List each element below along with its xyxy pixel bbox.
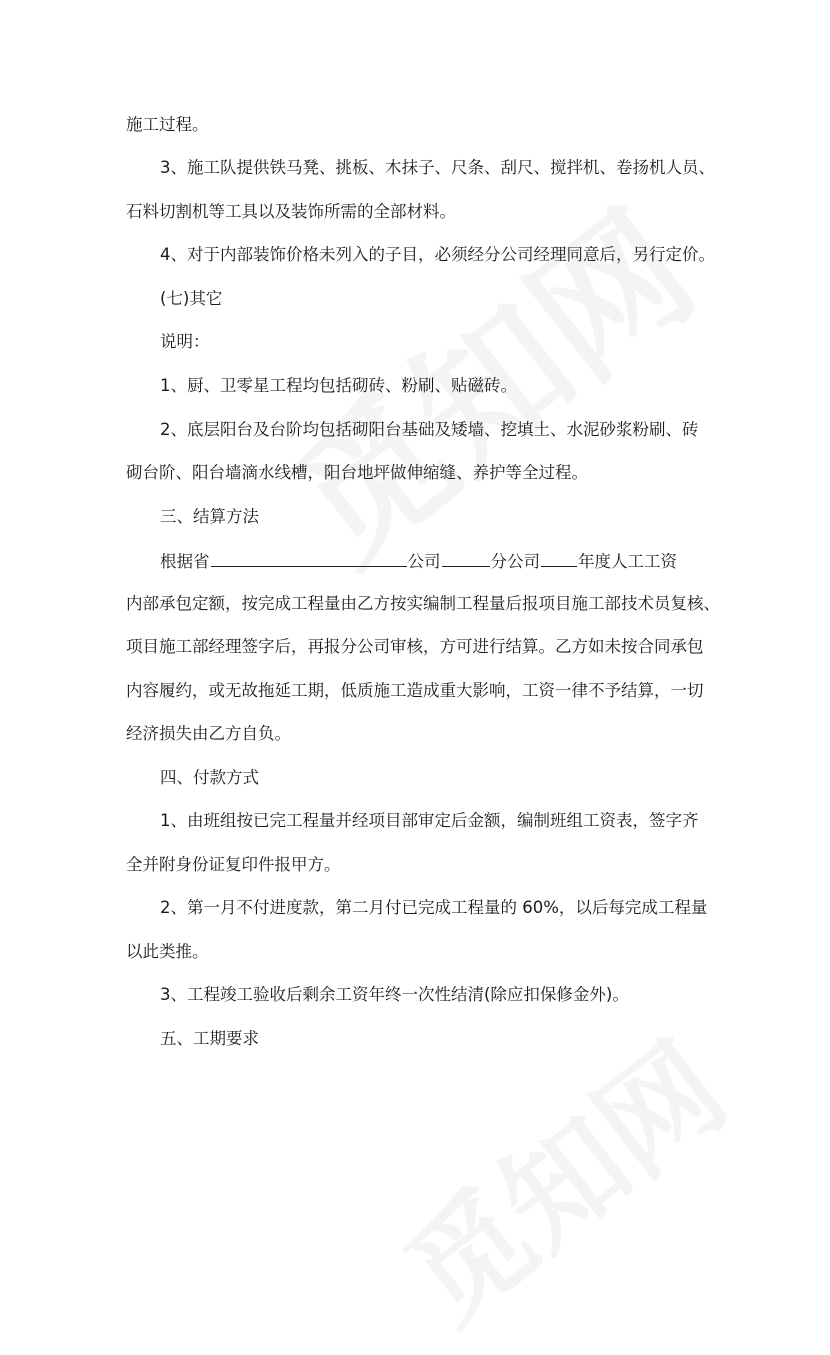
paragraph-line: 以此类推。 [126, 942, 209, 961]
paragraph-line: 施工过程。 [126, 115, 209, 134]
paragraph-line: 1、由班组按已完工程量并经项目部审定后金额，编制班组工资表，签字齐 [160, 811, 699, 830]
paragraph-line: 全并附身份证复印件报甲方。 [126, 855, 341, 874]
paragraph-line: 3、施工队提供铁马凳、挑板、木抹子、尺条、刮尺、搅拌机、卷扬机人员、 [160, 158, 715, 177]
paragraph-line: 4、对于内部装饰价格未列入的子目，必须经分公司经理同意后，另行定价。 [160, 245, 715, 264]
paragraph-line: 2、第一月不付进度款，第二月付已完成工程量的 60%，以后每完成工程量 [160, 898, 708, 917]
settlement-branch: 分公司 [490, 552, 540, 571]
settlement-company: 公司 [407, 552, 441, 571]
settlement-suffix: 年度人工工资 [578, 552, 677, 571]
paragraph-line: 3、工程竣工验收后剩余工资年终一次性结清(除应扣保修金外)。 [160, 985, 629, 1004]
settlement-line [160, 548, 750, 574]
fill-blank-branch[interactable] [541, 548, 577, 567]
paragraph-line: 说明： [160, 332, 210, 351]
paragraph-line: 石料切割机等工具以及装饰所需的全部材料。 [126, 202, 456, 221]
section-heading: 四、付款方式 [160, 768, 259, 787]
paragraph-line: 经济损失由乙方自负。 [126, 724, 291, 743]
settlement-prefix: 根据省 [160, 552, 210, 571]
fill-blank-province[interactable] [211, 548, 407, 567]
section-heading: 五、工期要求 [160, 1029, 259, 1048]
paragraph-line: 2、底层阳台及台阶均包括砌阳台基础及矮墙、挖填土、水泥砂浆粉刷、砖 [160, 420, 699, 439]
section-heading: 三、结算方法 [160, 507, 259, 526]
paragraph-line: 砌台阶、阳台墙滴水线槽，阳台地坪做伸缩缝、养护等全过程。 [126, 463, 588, 482]
paragraph-line: 内部承包定额，按完成工程量由乙方按实编制工程量后报项目施工部技术员复核、 [126, 594, 720, 613]
paragraph-line: 1、厨、卫零星工程均包括砌砖、粉刷、贴磁砖。 [160, 376, 517, 395]
fill-blank-company[interactable] [442, 548, 490, 567]
paragraph-line: 内容履约，或无故拖延工期，低质施工造成重大影响，工资一律不予结算，一切 [126, 681, 704, 700]
paragraph-line: 项目施工部经理签字后，再报分公司审核，方可进行结算。乙方如未按合同承包 [126, 637, 704, 656]
section-heading: (七)其它 [160, 289, 223, 308]
